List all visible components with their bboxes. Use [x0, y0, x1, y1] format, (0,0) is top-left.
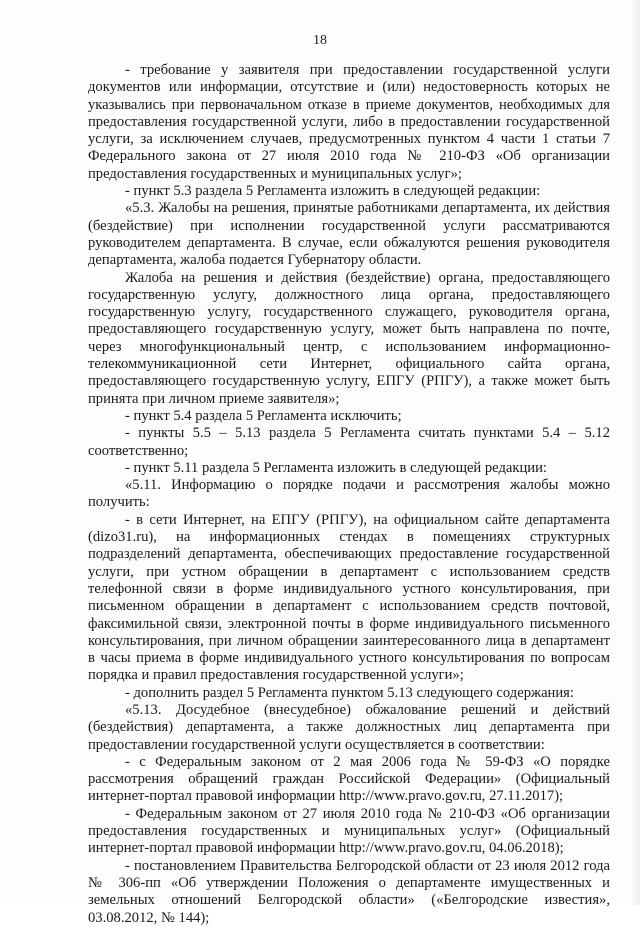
paragraph-3: «5.3. Жалобы на решения, принятые работниками департамента, их действия (бездействие) при исполнении государственной услуги рассматриваются руководителем департамента. В случае, если обжалуются решения руководителя департамента, жалоба подается Губернатору области.: [88, 200, 610, 269]
paragraph-8: «5.11. Информацию о порядке подачи и рассмотрения жалобы можно получить:: [88, 477, 610, 511]
paragraph-12: - с Федеральным законом от 2 мая 2006 года № 59-ФЗ «О порядке рассмотрения обращений граждан Российской Федерации» (Официальный интернет-портал правовой информации http://www.pravo.gov.ru, 27.11.2017);: [88, 753, 610, 805]
paragraph-10: - дополнить раздел 5 Регламента пунктом 5.13 следующего содержания:: [125, 684, 574, 701]
paragraph-11: «5.13. Досудебное (внесудебное) обжалование решений и действий (бездействия) департамента, а также должностных лиц департамента при предоставлении государственной услуги осуществляется в соответствии:: [88, 701, 610, 753]
paragraph-2: - пункт 5.3 раздела 5 Регламента изложить в следующей редакции:: [125, 183, 541, 200]
document-body: [88, 62, 610, 927]
paragraph-13: - Федеральным законом от 27 июля 2010 года № 210-ФЗ «Об организации предоставления государственных и муниципальных услуг» (Официальный интернет-портал правовой информации http://www.pravo.gov.ru, 04.06.2018);: [88, 805, 610, 857]
paragraph-6: - пункты 5.5 – 5.13 раздела 5 Регламента считать пунктами 5.4 – 5.12 соответственно;: [88, 425, 610, 459]
paragraph-14: - постановлением Правительства Белгородской области от 23 июля 2012 года № 306-пп «Об утверждении Положения о департаменте имущественных и земельных отношений Белгородской области» («Белгородские известия», 03.08.2012, № 144);: [88, 857, 610, 926]
page-number: 18: [313, 33, 327, 48]
page-edge-shadow: [632, 0, 640, 905]
paragraph-5: - пункт 5.4 раздела 5 Регламента исключить;: [125, 407, 402, 424]
paragraph-7: - пункт 5.11 раздела 5 Регламента изложить в следующей редакции:: [125, 459, 547, 476]
paragraph-4: Жалоба на решения и действия (бездействие) органа, предоставляющего государственную услугу, должностного лица органа, предоставляющего государственную услугу, государственного служащего, руководителя органа, предоставляющего государственную услугу, может быть направлена по почте, через многофункциональный центр, с использованием информационно-телекоммуникационной сети Интернет, официального сайта органа, предоставляющего государственную услугу, ЕПГУ (РПГУ), а также может быть принята при личном приеме заявителя»;: [88, 269, 610, 407]
paragraph-1: - требование у заявителя при предоставлении государственной услуги документов или информации, отсутствие и (или) недостоверность которых не указывались при первоначальном отказе в приеме документов, необходимых для предоставления государственной услуги, либо в предоставлении государственной услуги, за исключением случаев, предусмотренных пунктом 4 части 1 статьи 7 Федерального закона от 27 июля 2010 года № 210-ФЗ «Об организации предоставления государственных и муниципальных услуг»;: [88, 62, 610, 182]
paragraph-9: - в сети Интернет, на ЕПГУ (РПГУ), на официальном сайте департамента (dizo31.ru), на информационных стендах в помещениях структурных подразделений департамента, обеспечивающих предоставление государственной услуги, при устном обращении в департамент с использованием средств телефонной связи в форме индивидуального устного консультирования, при письменном обращении в департамент с использованием средств почтовой, факсимильной связи, электронной почты в форме индивидуального письменного консультирования, при личном обращении заинтересованного лица в департамент в часы приема в форме индивидуального устного консультирования по вопросам порядка и правил предоставления государственной услуги»;: [88, 511, 610, 684]
